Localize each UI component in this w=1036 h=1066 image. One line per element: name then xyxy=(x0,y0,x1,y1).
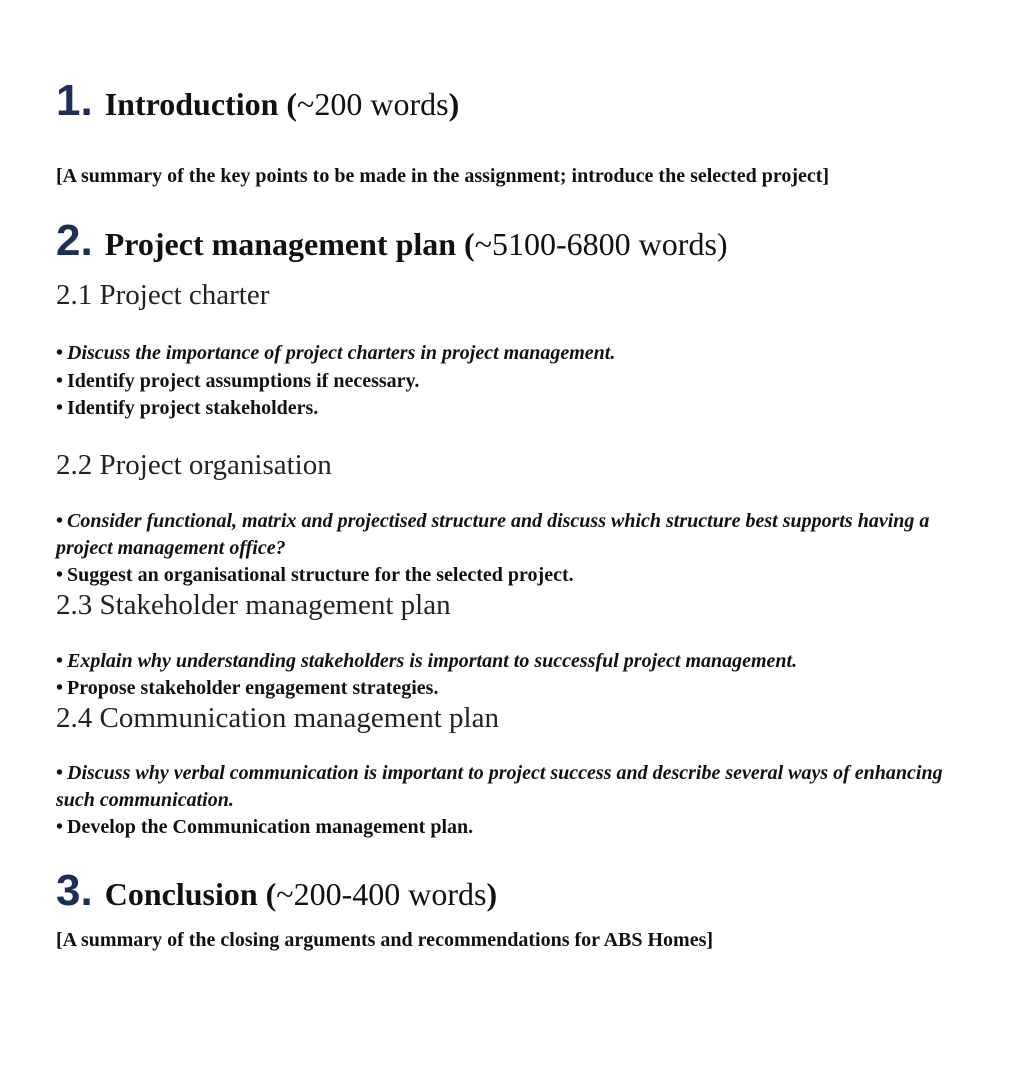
section-title: Project management plan (~5100-6800 words) xyxy=(104,226,728,262)
list-item: • Identify project stakeholders. xyxy=(56,397,319,419)
section-number: 2. xyxy=(56,216,93,265)
word-count: ~200 words xyxy=(297,86,449,122)
list-item: • Identify project assumptions if necessary. xyxy=(56,370,420,392)
section-note: [A summary of the key points to be made in the assignment; introduce the selected project] xyxy=(56,165,830,187)
section-heading-conclusion xyxy=(56,866,497,916)
section-number: 3. xyxy=(56,866,93,915)
section-heading-project-management-plan xyxy=(56,216,728,266)
list-item: • Discuss why verbal communication is important to project success and describe several ways of enhancing such communication. xyxy=(56,762,943,811)
list-item: • Consider functional, matrix and projectised structure and discuss which structure best supports having a project management office? xyxy=(56,510,930,559)
subsection-title: 2.2 Project organisation xyxy=(56,449,332,481)
list-item: • Propose stakeholder engagement strategies. xyxy=(56,677,439,699)
section-title: Introduction (~200 words) xyxy=(104,86,460,122)
list-item: • Discuss the importance of project charters in project management. xyxy=(56,342,616,364)
list-item: • Explain why understanding stakeholders is important to successful project management. xyxy=(56,650,798,672)
list-item: • Suggest an organisational structure for the selected project. xyxy=(56,564,574,586)
section-number: 1. xyxy=(56,76,93,125)
subsection-title: 2.4 Communication management plan xyxy=(56,702,499,734)
section-title: Conclusion (~200-400 words) xyxy=(104,876,498,912)
list-item: • Develop the Communication management plan. xyxy=(56,816,474,838)
section-heading-introduction xyxy=(56,76,459,126)
section-note: [A summary of the closing arguments and recommendations for ABS Homes] xyxy=(56,929,714,951)
subsection-title: 2.1 Project charter xyxy=(56,279,270,311)
word-count: ~200-400 words xyxy=(276,876,487,912)
word-count: ~5100-6800 words) xyxy=(474,226,728,262)
subsection-title: 2.3 Stakeholder management plan xyxy=(56,589,451,621)
